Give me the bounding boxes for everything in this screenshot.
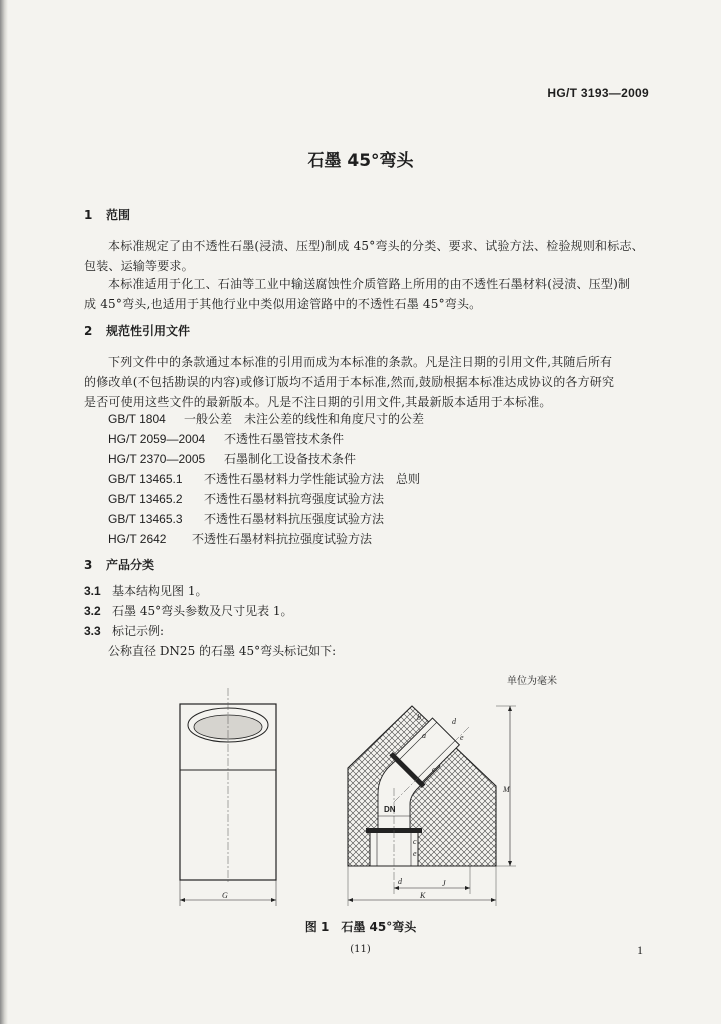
reference-code: GB/T 13465.2 bbox=[108, 492, 183, 506]
dim-label-K: K bbox=[420, 891, 426, 900]
unit-label: 单位为毫米 bbox=[507, 676, 557, 687]
reference-title: 不透性石墨材料抗弯强度试验方法 bbox=[204, 492, 385, 506]
reference-item bbox=[108, 430, 344, 447]
section-title: 规范性引用文件 bbox=[106, 324, 191, 338]
reference-item bbox=[108, 510, 384, 527]
section-1-paragraph-2 bbox=[84, 274, 630, 314]
dim-label-e: e bbox=[460, 733, 464, 742]
document-title: 石墨 45°弯头 bbox=[307, 151, 414, 171]
reference-code: HG/T 2059—2004 bbox=[108, 432, 206, 446]
section-title: 产品分类 bbox=[106, 558, 155, 572]
reference-code: HG/T 2370—2005 bbox=[108, 452, 206, 466]
subsection-number: 3.2 bbox=[84, 604, 101, 618]
reference-title: 不透性石墨材料抗压强度试验方法 bbox=[204, 512, 385, 526]
dim-label-e-bottom: e bbox=[413, 849, 417, 858]
subsection-3-2 bbox=[84, 602, 293, 619]
text-line: 下列文件中的条款通过本标准的引用而成为本标准的条款。凡是注日期的引用文件,其随后所有 bbox=[108, 355, 613, 369]
subsection-3-1 bbox=[84, 582, 207, 599]
subsection-text: 基本结构见图 1。 bbox=[112, 584, 208, 598]
dim-label-b: b bbox=[417, 713, 421, 722]
text-line: 本标准规定了由不透性石墨(浸渍、压型)制成 45°弯头的分类、要求、试验方法、检验规则和标志、 bbox=[108, 239, 644, 253]
reference-code: GB/T 1804 bbox=[108, 412, 166, 426]
marking-example: 公称直径 DN25 的石墨 45°弯头标记如下: bbox=[108, 644, 337, 658]
side-view bbox=[180, 688, 276, 906]
dim-label-M: M bbox=[503, 785, 510, 794]
center-page-number: (11) bbox=[350, 944, 371, 955]
reference-item bbox=[108, 410, 424, 427]
reference-code: GB/T 13465.1 bbox=[108, 472, 183, 486]
reference-title: 不透性石墨材料抗拉强度试验方法 bbox=[192, 532, 373, 546]
reference-item bbox=[108, 530, 372, 547]
reference-code: HG/T 2642 bbox=[108, 532, 167, 546]
reference-item bbox=[108, 470, 420, 487]
subsection-text: 石墨 45°弯头参数及尺寸见表 1。 bbox=[112, 604, 293, 618]
dim-label-DN: DN bbox=[384, 805, 396, 814]
figure-45-degree-elbow bbox=[170, 684, 530, 910]
reference-title: 石墨制化工设备技术条件 bbox=[224, 452, 357, 466]
standard-code: HG/T 3193—2009 bbox=[547, 86, 649, 100]
subsection-text: 标记示例: bbox=[112, 624, 165, 638]
reference-code: GB/T 13465.3 bbox=[108, 512, 183, 526]
section-number: 2 bbox=[84, 324, 93, 338]
section-2-paragraph bbox=[84, 352, 614, 412]
dim-label-d: d bbox=[452, 717, 456, 726]
dim-label-c: c bbox=[432, 765, 436, 774]
figure-caption: 图 1 石墨 45°弯头 bbox=[304, 920, 417, 934]
section-number: 1 bbox=[84, 208, 93, 222]
section-1-paragraph-1 bbox=[84, 236, 644, 276]
text-line: 是否可使用这些文件的最新版本。凡是不注日期的引用文件,其最新版本适用于本标准。 bbox=[84, 395, 552, 409]
dim-label-a: a bbox=[422, 731, 426, 740]
text-line: 成 45°弯头,也适用于其他行业中类似用途管路中的不透性石墨 45°弯头。 bbox=[84, 297, 482, 311]
section-title: 范围 bbox=[106, 208, 131, 222]
reference-item bbox=[108, 490, 384, 507]
subsection-number: 3.3 bbox=[84, 624, 101, 638]
section-view bbox=[348, 706, 516, 906]
section-number: 3 bbox=[84, 558, 93, 572]
reference-title: 不透性石墨材料力学性能试验方法 总则 bbox=[204, 472, 421, 486]
reference-title: 不透性石墨管技术条件 bbox=[224, 432, 345, 446]
dim-label-G: G bbox=[222, 891, 228, 900]
subsection-3-3 bbox=[84, 622, 164, 639]
reference-item bbox=[108, 450, 356, 467]
dim-label-c-bottom: c bbox=[413, 837, 417, 846]
text-line: 的修改单(不包括勘误的内容)或修订版均不适用于本标准,然而,鼓励根据本标准达成协议的各方研究 bbox=[84, 375, 615, 389]
dim-label-J: J bbox=[442, 879, 446, 888]
page-number: 1 bbox=[637, 943, 643, 957]
text-line: 包装、运输等要求。 bbox=[84, 259, 194, 273]
dim-label-d-bottom: d bbox=[398, 877, 402, 886]
section-3-heading bbox=[84, 556, 154, 573]
reference-title: 一般公差 未注公差的线性和角度尺寸的公差 bbox=[184, 412, 425, 426]
subsection-number: 3.1 bbox=[84, 584, 101, 598]
section-2-heading bbox=[84, 322, 190, 339]
text-line: 本标准适用于化工、石油等工业中输送腐蚀性介质管路上所用的由不透性石墨材料(浸渍、压型)制 bbox=[108, 277, 631, 291]
section-1-heading bbox=[84, 206, 130, 223]
